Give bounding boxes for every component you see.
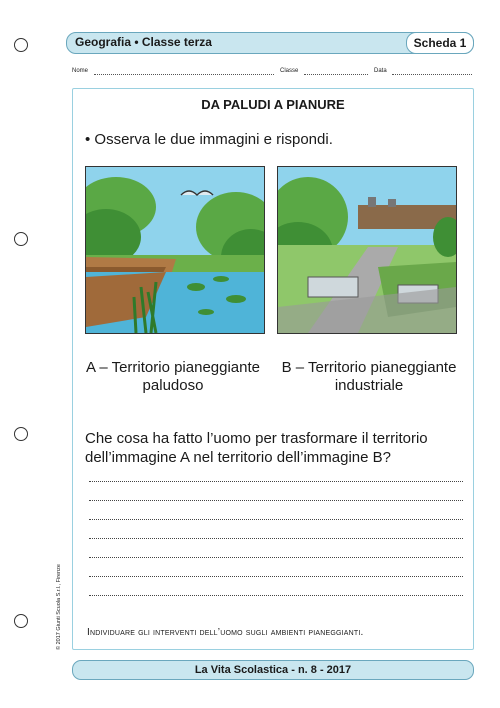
answer-line[interactable]: [89, 557, 463, 558]
caption-b-line2: industriale: [334, 377, 404, 394]
class-field[interactable]: [304, 74, 368, 75]
caption-a-line1: A – Territorio pianeggiante: [85, 359, 260, 376]
header-subject: Geografia • Classe terza: [75, 35, 212, 49]
date-field[interactable]: [392, 74, 472, 75]
binder-hole: [14, 38, 28, 52]
answer-line[interactable]: [89, 538, 463, 539]
name-field[interactable]: [94, 74, 274, 75]
footer-bar: La Vita Scolastica - n. 8 - 2017: [72, 660, 474, 680]
header-bar: [66, 32, 474, 54]
caption-a: [75, 359, 271, 395]
caption-b-line1: B – Territorio pianeggiante: [281, 359, 457, 376]
learning-objective: Individuare gli interventi dell’uomo sugli ambienti pianeggianti.: [87, 627, 364, 638]
name-label: Nome: [72, 68, 89, 74]
instruction: • Osserva le due immagini e rispondi.: [85, 131, 333, 148]
copyright: © 2017 Giunti Scuola S.r.l., Firenze: [56, 564, 62, 650]
sheet-number: Scheda 1: [406, 32, 474, 54]
caption-a-line2: paludoso: [142, 377, 204, 394]
student-info-line: [72, 66, 472, 80]
swamp-landscape-illustration: [85, 166, 265, 334]
date-label: Data: [374, 68, 387, 74]
answer-line[interactable]: [89, 595, 463, 596]
answer-line[interactable]: [89, 481, 463, 482]
answer-line[interactable]: [89, 500, 463, 501]
binder-hole: [14, 427, 28, 441]
binder-hole: [14, 232, 28, 246]
class-label: Classe: [280, 68, 299, 74]
answer-line[interactable]: [89, 576, 463, 577]
caption-b: [271, 359, 467, 395]
question: Che cosa ha fatto l’uomo per trasformare il territorio dell’immagine A nel territorio dell’immagine B?: [85, 430, 428, 466]
industrial-landscape-illustration: [277, 166, 457, 334]
binder-hole: [14, 614, 28, 628]
worksheet-frame: [72, 88, 474, 650]
worksheet-title: DA PALUDI A PIANURE: [201, 97, 345, 112]
answer-line[interactable]: [89, 519, 463, 520]
